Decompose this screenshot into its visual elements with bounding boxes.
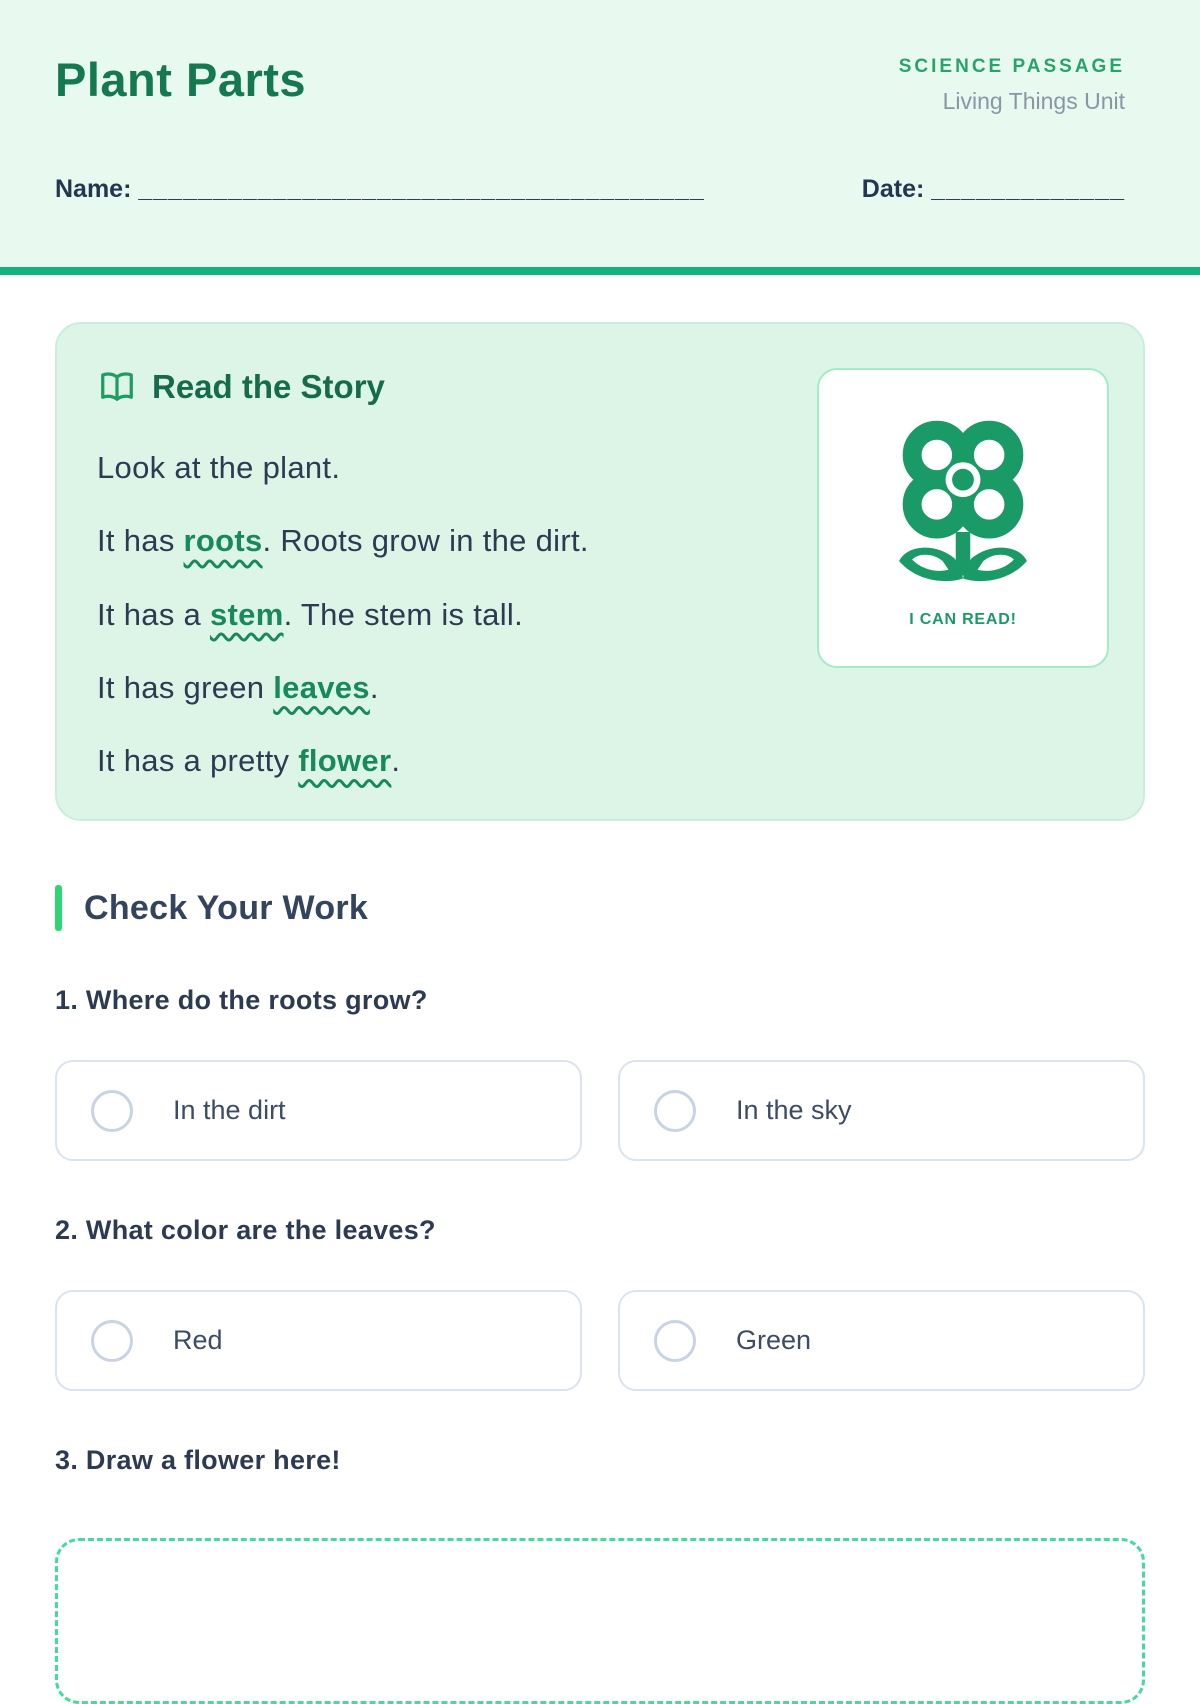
eyebrow-label: SCIENCE PASSAGE	[898, 56, 1125, 77]
story-text: It has a pretty	[97, 743, 299, 779]
date-blank-line: _____________	[931, 175, 1125, 203]
read-badge-caption: I CAN READ!	[909, 611, 1017, 628]
story-text: Look at the plant.	[97, 450, 341, 485]
worksheet-body	[0, 322, 1200, 1704]
option-label: Red	[173, 1325, 223, 1356]
option-in-the-sky[interactable]	[618, 1060, 1145, 1161]
accent-bar	[55, 885, 62, 931]
option-label: Green	[736, 1325, 812, 1356]
section-heading	[55, 885, 1145, 931]
name-field	[55, 175, 705, 204]
worksheet-header	[0, 0, 1200, 267]
question-block-2	[55, 1215, 1145, 1391]
story-text: .	[369, 669, 379, 705]
flower-icon	[870, 407, 1056, 593]
page-title: Plant Parts	[55, 53, 307, 106]
keyword-stem: stem	[210, 596, 284, 632]
story-text: It has green	[97, 669, 274, 705]
keyword-flower: flower	[298, 743, 392, 779]
story-line	[97, 668, 777, 708]
story-line	[97, 521, 777, 561]
option-green[interactable]	[618, 1290, 1145, 1391]
question-label: 2. What color are the leaves?	[55, 1215, 436, 1246]
question-label: 1. Where do the roots grow?	[55, 985, 428, 1016]
question-block-1	[55, 985, 1145, 1161]
story-text: .	[391, 743, 401, 779]
header-unit-block	[899, 52, 1125, 115]
story-text: . The stem is tall.	[283, 596, 524, 632]
read-badge-card	[817, 368, 1109, 668]
date-label: Date:	[861, 175, 925, 203]
divider-bar	[0, 267, 1200, 275]
story-text: It has	[97, 523, 184, 559]
story-line	[97, 741, 777, 781]
story-text: . Roots grow in the dirt.	[262, 523, 589, 559]
draw-area[interactable]	[55, 1538, 1145, 1704]
radio-button[interactable]	[91, 1320, 133, 1362]
keyword-leaves: leaves	[273, 669, 370, 705]
name-label: Name:	[55, 175, 132, 203]
story-box	[55, 322, 1145, 821]
name-blank-line: ______________________________________	[138, 175, 705, 203]
story-line	[97, 595, 777, 635]
radio-button[interactable]	[654, 1090, 696, 1132]
date-field	[862, 175, 1125, 204]
question-block-3	[55, 1445, 1145, 1704]
radio-button[interactable]	[91, 1090, 133, 1132]
option-label: In the dirt	[173, 1095, 286, 1126]
question-label: 3. Draw a flower here!	[55, 1445, 341, 1476]
story-line	[97, 448, 777, 488]
option-label: In the sky	[736, 1095, 852, 1126]
unit-subtitle: Living Things Unit	[942, 88, 1125, 114]
section-title: Check Your Work	[84, 888, 369, 927]
book-open-icon	[97, 369, 137, 405]
radio-button[interactable]	[654, 1320, 696, 1362]
option-in-the-dirt[interactable]	[55, 1060, 582, 1161]
story-heading	[97, 368, 777, 406]
story-text: It has a	[97, 596, 210, 632]
story-heading-label: Read the Story	[152, 368, 385, 405]
check-section	[55, 885, 1145, 1704]
option-red[interactable]	[55, 1290, 582, 1391]
keyword-roots: roots	[183, 523, 263, 559]
